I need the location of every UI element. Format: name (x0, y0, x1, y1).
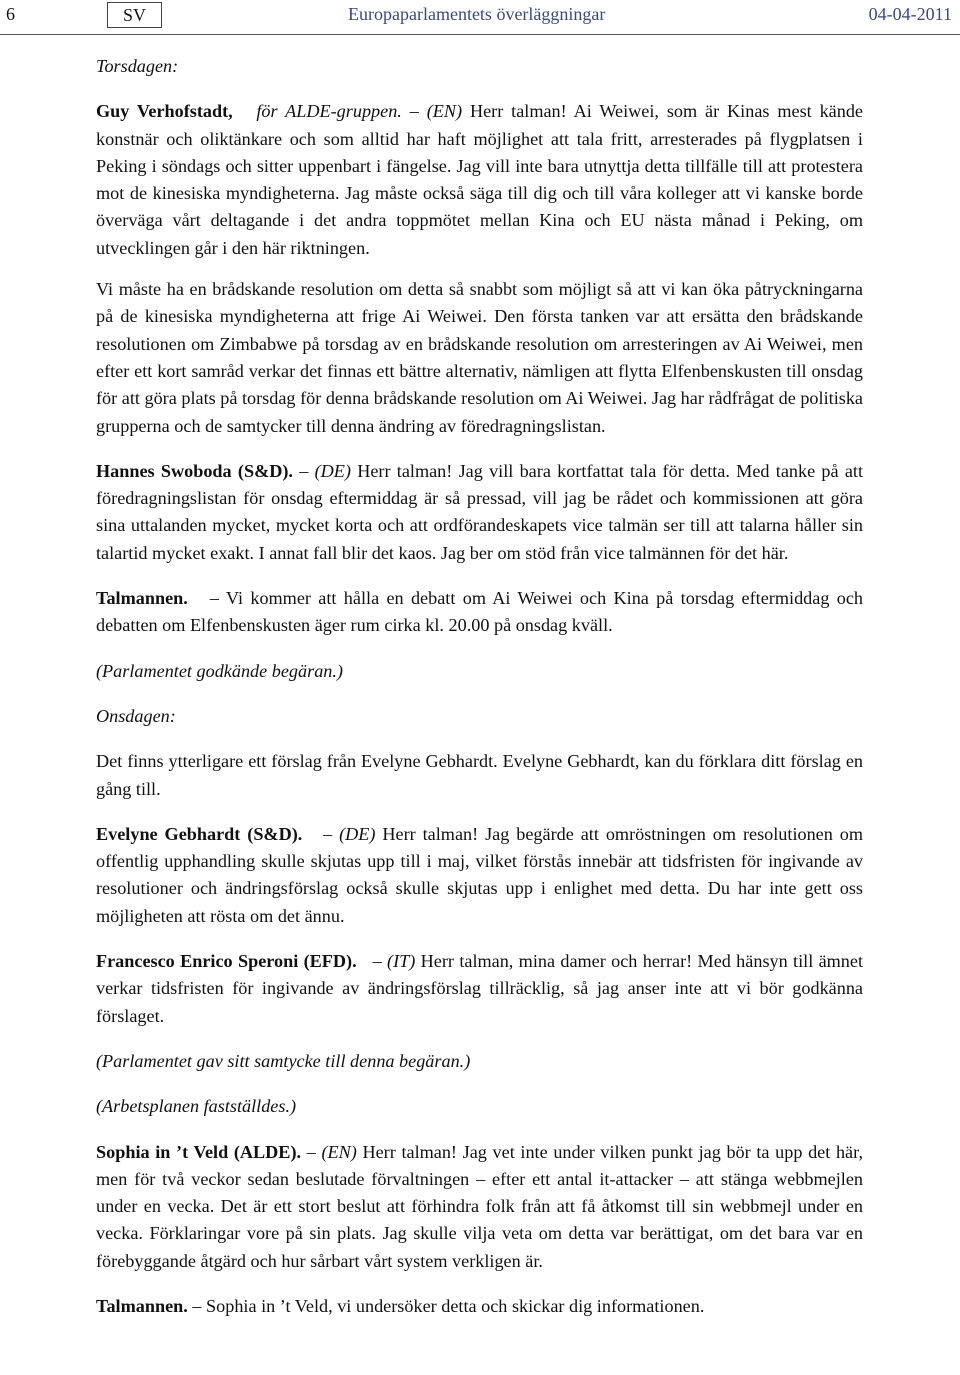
speaker-name: Hannes Swoboda (S&D). (96, 460, 293, 481)
speech-text: Herr talman! Jag begärde att omröstningen om resolutionen om offentlig upphandling skulle skjutas upp till i maj, vilket förstås innebär att tidsfristen för ingivande av resolutioner och ändringsförslag också skulle skjutas upp i enlighet med detta. Du har inte gett oss möjligheten att rösta om det ännu. (96, 823, 864, 926)
speech-text: Herr talman! Ai Weiwei, som är Kinas mest kände konstnär och oliktänkare och som alltid har haft möjlighet att tala fritt, arresterades på flygplatsen i Peking i söndags och sitter uppenbart i fängelse. Jag vill inte bara utnyttja detta tillfälle till att protestera mot de kinesiska myndigheterna. Jag måste också säga till dig och till våra kolleger att vi kanske borde överväga vårt deltagande i det andra toppmötet mellan Kina och EU nästa månad i Peking, om utvecklingen går i den här riktningen. (96, 101, 864, 258)
speech-language: – (DE) (323, 823, 376, 844)
speech-text: Herr talman! Jag vet inte under vilken punkt jag bör ta upp det här, men för två veckor sedan beslutade förvaltningen – efter ett antal it-attacker – att stänga webbmejlen under en vecka. Det är ett stort beslut att förhindra folk från att få åtkomst till sin webbmejl under en vecka. Förklaringar vore på sin plats. Jag skulle vilja veta om detta var berättigat, om det bara var en förebyggande åtgärd och hur sårbart vårt system verkligen är. (96, 1141, 863, 1271)
speech-president-2 (96, 1293, 863, 1320)
speech-gebhardt (96, 821, 863, 930)
day-heading-thursday: Torsdagen: (96, 56, 179, 76)
procedural-note-3: (Arbetsplanen fastställdes.) (96, 1096, 297, 1117)
language-box: SV (107, 2, 162, 28)
page-number: 6 (6, 4, 15, 24)
speech-in-t-veld (96, 1139, 863, 1275)
speaker-name: Evelyne Gebhardt (S&D). (96, 823, 303, 844)
page-header (0, 0, 960, 35)
procedural-note-2: (Parlamentet gav sitt samtycke till denna begäran.) (96, 1050, 471, 1071)
speech-president-1 (96, 585, 863, 640)
header-date: 04-04-2011 (868, 4, 952, 24)
speech-verhofstadt-continued: Vi måste ha en brådskande resolution om detta så snabbt som möjligt så att vi kan öka påtryckningarna på de kinesiska myndigheterna att frige Ai Weiwei. Den första tanken var att ersätta den brådskande resolutionen om Zimbabwe på torsdag av en brådskande resolution om arresteringen av Ai Weiwei, men efter ett kort samråd verkar det finnas ett bättre alternativ, nämligen att flytta Elfenbenskusten till onsdag för att göra plats på torsdag för denna brådskande resolution om Ai Weiwei. Jag har rådfrågat de politiska grupperna och de samtycker till denna ändring av föredragningslistan. (96, 279, 863, 436)
procedural-note-1: (Parlamentet godkände begäran.) (96, 660, 343, 681)
speech-verhofstadt (96, 98, 863, 262)
speech-speroni (96, 948, 863, 1030)
speaker-name: Talmannen. (96, 1295, 188, 1316)
speech-text: Herr talman! Jag vill bara kortfattat tala för detta. Med tanke på att föredragningslistan för onsdag eftermiddag är så pressad, vill jag be rådet och kommissionen att göra sina uttalanden mycket, mycket korta och att ordförandeskapets vice talmän ser till att talarna håller sin talartid mycket exakt. I annat fall blir det kaos. Jag ber om stöd från vice talmännen för det här. (96, 460, 864, 563)
speech-swoboda (96, 458, 863, 567)
day-heading-wednesday: Onsdagen: (96, 705, 176, 726)
speaker-name: Francesco Enrico Speroni (EFD). (96, 951, 357, 972)
speech-text: – Vi kommer att hålla en debatt om Ai Weiwei och Kina på torsdag eftermiddag och debatten om Elfenbenskusten äger rum cirka kl. 20.00 på onsdag kväll. (96, 588, 864, 636)
speech-text: – Sophia in ’t Veld, vi undersöker detta och skickar dig informationen. (192, 1295, 705, 1316)
speaker-name: Guy Verhofstadt, (96, 101, 233, 122)
publication-title: Europaparlamentets överläggningar (348, 4, 606, 24)
speech-language: – (EN) (306, 1141, 357, 1162)
speech-language: – (IT) (372, 951, 416, 972)
document-body (96, 53, 863, 1320)
speech-language: – (DE) (299, 460, 351, 481)
speech-language: – (EN) (409, 101, 463, 122)
speech-text: Herr talman, mina damer och herrar! Med hänsyn till ämnet verkar tidsfristen för ingivande av ändringsförslag tillräcklig, så jag anser inte att vi bör godkänna förslaget. (96, 951, 864, 1026)
statement-gebhardt-proposal: Det finns ytterligare ett förslag från Evelyne Gebhardt. Evelyne Gebhardt, kan du förklara ditt förslag en gång till. (96, 751, 863, 799)
speaker-name: Sophia in ’t Veld (ALDE). (96, 1141, 302, 1162)
speaker-role: för ALDE-gruppen. (256, 101, 402, 122)
speaker-name: Talmannen. (96, 588, 188, 609)
